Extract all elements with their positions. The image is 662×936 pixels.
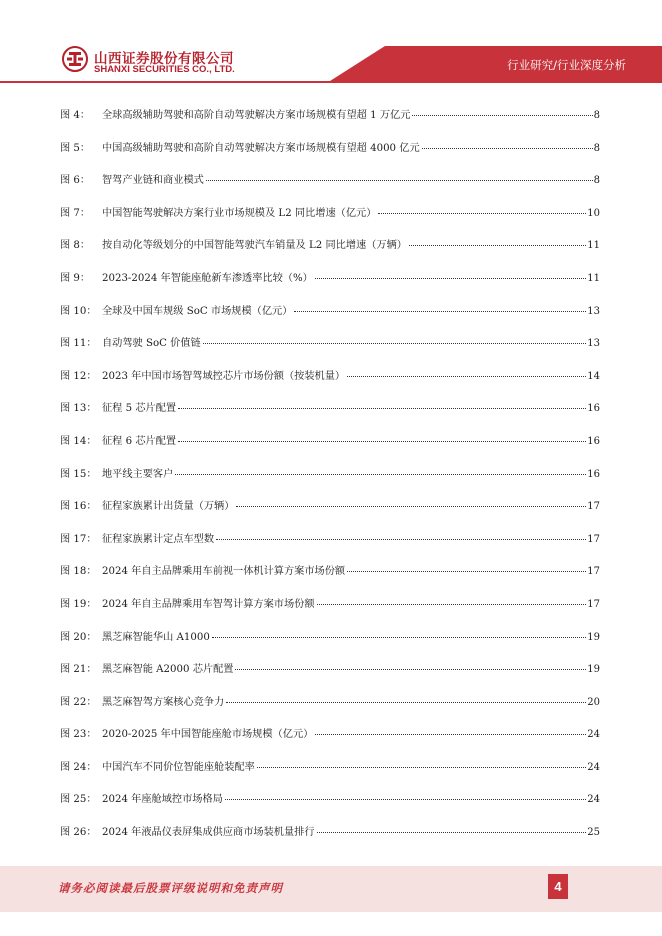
figure-page-number: 8 [593,142,600,154]
figure-title: 2024 年座舱域控市场格局 [102,794,223,806]
figure-label: 图 22： [60,696,97,708]
figure-page-number: 19 [587,631,600,643]
figure-page-number: 24 [587,761,600,773]
toc-entry[interactable] [60,758,600,791]
toc-entry[interactable] [60,302,600,335]
company-name-cn: 山西证券股份有限公司 [94,51,234,67]
dot-leader [409,245,586,246]
figure-page-number: 24 [587,729,600,741]
dot-leader [178,441,586,442]
figure-label: 图 8： [60,240,91,252]
figure-label: 图 6： [60,175,91,187]
shanxi-securities-logo-icon [62,46,88,72]
figure-page-number: 11 [587,240,600,252]
dot-leader [257,767,586,768]
page-header [0,0,662,92]
figure-title: 中国智能驾驶解决方案行业市场规模及 L2 同比增速（亿元） [102,207,377,219]
figure-label: 图 14： [60,435,97,447]
toc-entry[interactable] [60,595,600,628]
dot-leader [422,148,593,149]
figure-label: 图 13： [60,403,97,415]
dot-leader [317,832,587,833]
figure-page-number: 17 [587,501,600,513]
figure-label: 图 11： [60,338,97,350]
figure-label: 图 26： [60,827,97,839]
dot-leader [294,311,586,312]
dot-leader [378,213,586,214]
toc-entry[interactable] [60,530,600,563]
figure-title: 2024 年自主品牌乘用车前视一体机计算方案市场份额 [102,566,346,578]
toc-entry[interactable] [60,367,600,400]
toc-entry[interactable] [60,823,600,856]
figure-title: 征程家族累计定点车型数 [102,533,215,545]
toc-entry[interactable] [60,334,600,367]
figure-page-number: 20 [587,696,600,708]
page-footer [0,866,662,912]
toc-entry[interactable] [60,497,600,530]
toc-entry[interactable] [60,139,600,172]
toc-entry[interactable] [60,236,600,269]
dot-leader [317,604,587,605]
figure-page-number: 14 [587,370,600,382]
figure-page-number: 8 [593,175,600,187]
report-type-title: 行业研究/行业深度分析 [507,58,626,72]
dot-leader [225,799,586,800]
toc-entry[interactable] [60,171,600,204]
dot-leader [206,180,593,181]
dot-leader [226,702,586,703]
figure-title: 征程 5 芯片配置 [102,403,177,415]
figure-title: 黑芝麻智驾方案核心竞争力 [102,696,225,708]
dot-leader [347,571,586,572]
figure-page-number: 25 [587,827,600,839]
toc-entry[interactable] [60,725,600,758]
figure-title: 中国高级辅助驾驶和高阶自动驾驶解决方案市场规模有望超 4000 亿元 [102,142,420,154]
figure-label: 图 16： [60,501,97,513]
figure-page-number: 16 [587,468,600,480]
toc-entry[interactable] [60,628,600,661]
figure-label: 图 4： [60,110,91,121]
dot-leader [212,637,586,638]
figure-title: 全球高级辅助驾驶和高阶自动驾驶解决方案市场规模有望超 1 万亿元 [102,110,411,121]
company-name-en: SHANXI SECURITIES CO., LTD. [94,64,235,75]
figure-label: 图 25： [60,794,97,806]
figure-table-of-contents [60,106,600,856]
toc-entry[interactable] [60,790,600,823]
figure-label: 图 9： [60,272,91,284]
dot-leader [175,474,586,475]
figure-title: 2024 年自主品牌乘用车智驾计算方案市场份额 [102,598,315,610]
figure-label: 图 18： [60,566,97,578]
figure-label: 图 5： [60,142,91,154]
figure-title: 2024 年液晶仪表屏集成供应商市场装机量排行 [102,827,315,839]
figure-page-number: 17 [587,598,600,610]
toc-entry[interactable] [60,660,600,693]
toc-entry[interactable] [60,432,600,465]
figure-page-number: 13 [587,338,600,350]
header-divider [0,81,662,83]
figure-page-number: 17 [587,533,600,545]
toc-entry[interactable] [60,106,600,139]
figure-label: 图 21： [60,664,97,676]
figure-label: 图 10： [60,305,97,317]
figure-label: 图 15： [60,468,97,480]
figure-label: 图 20： [60,631,97,643]
figure-title: 2023 年中国市场智驾域控芯片市场份额（按装机量） [102,370,346,382]
figure-page-number: 10 [587,207,600,219]
figure-label: 图 7： [60,207,91,219]
figure-page-number: 16 [587,435,600,447]
toc-entry[interactable] [60,465,600,498]
figure-title: 全球及中国车规级 SoC 市场规模（亿元） [102,305,293,317]
figure-page-number: 11 [587,272,600,284]
toc-entry[interactable] [60,693,600,726]
toc-entry[interactable] [60,204,600,237]
figure-title: 自动驾驶 SoC 价值链 [102,338,201,350]
disclaimer-notice: 请务必阅读最后股票评级说明和免责声明 [58,881,283,895]
figure-page-number: 19 [587,664,600,676]
figure-label: 图 12： [60,370,97,382]
figure-title: 2020-2025 年中国智能座舱市场规模（亿元） [102,729,314,741]
figure-title: 黑芝麻智能 A2000 芯片配置 [102,664,234,676]
figure-title: 智驾产业链和商业模式 [102,175,204,187]
figure-page-number: 8 [593,110,600,121]
toc-entry[interactable] [60,562,600,595]
dot-leader [178,408,586,409]
figure-title: 2023-2024 年智能座舱新车渗透率比较（%） [102,272,313,284]
figure-title: 征程家族累计出货量（万辆） [102,501,235,513]
dot-leader [315,734,586,735]
figure-label: 图 17： [60,533,97,545]
figure-page-number: 17 [587,566,600,578]
figure-title: 中国汽车不同价位智能座舱装配率 [102,761,255,773]
figure-page-number: 16 [587,403,600,415]
figure-page-number: 13 [587,305,600,317]
dot-leader [412,115,592,116]
figure-label: 图 23： [60,729,97,741]
figure-page-number: 24 [587,794,600,806]
figure-title: 征程 6 芯片配置 [102,435,177,447]
figure-label: 图 24： [60,761,97,773]
page-number: 4 [548,874,568,899]
dot-leader [216,539,586,540]
figure-title: 黑芝麻智能华山 A1000 [102,631,210,643]
dot-leader [315,278,586,279]
dot-leader [203,343,587,344]
dot-leader [236,506,586,507]
toc-entry[interactable] [60,399,600,432]
figure-title: 地平线主要客户 [102,468,174,480]
figure-title: 按自动化等级划分的中国智能驾驶汽车销量及 L2 同比增速（万辆） [102,240,407,252]
dot-leader [347,376,586,377]
dot-leader [235,669,586,670]
figure-label: 图 19： [60,598,97,610]
toc-entry[interactable] [60,269,600,302]
